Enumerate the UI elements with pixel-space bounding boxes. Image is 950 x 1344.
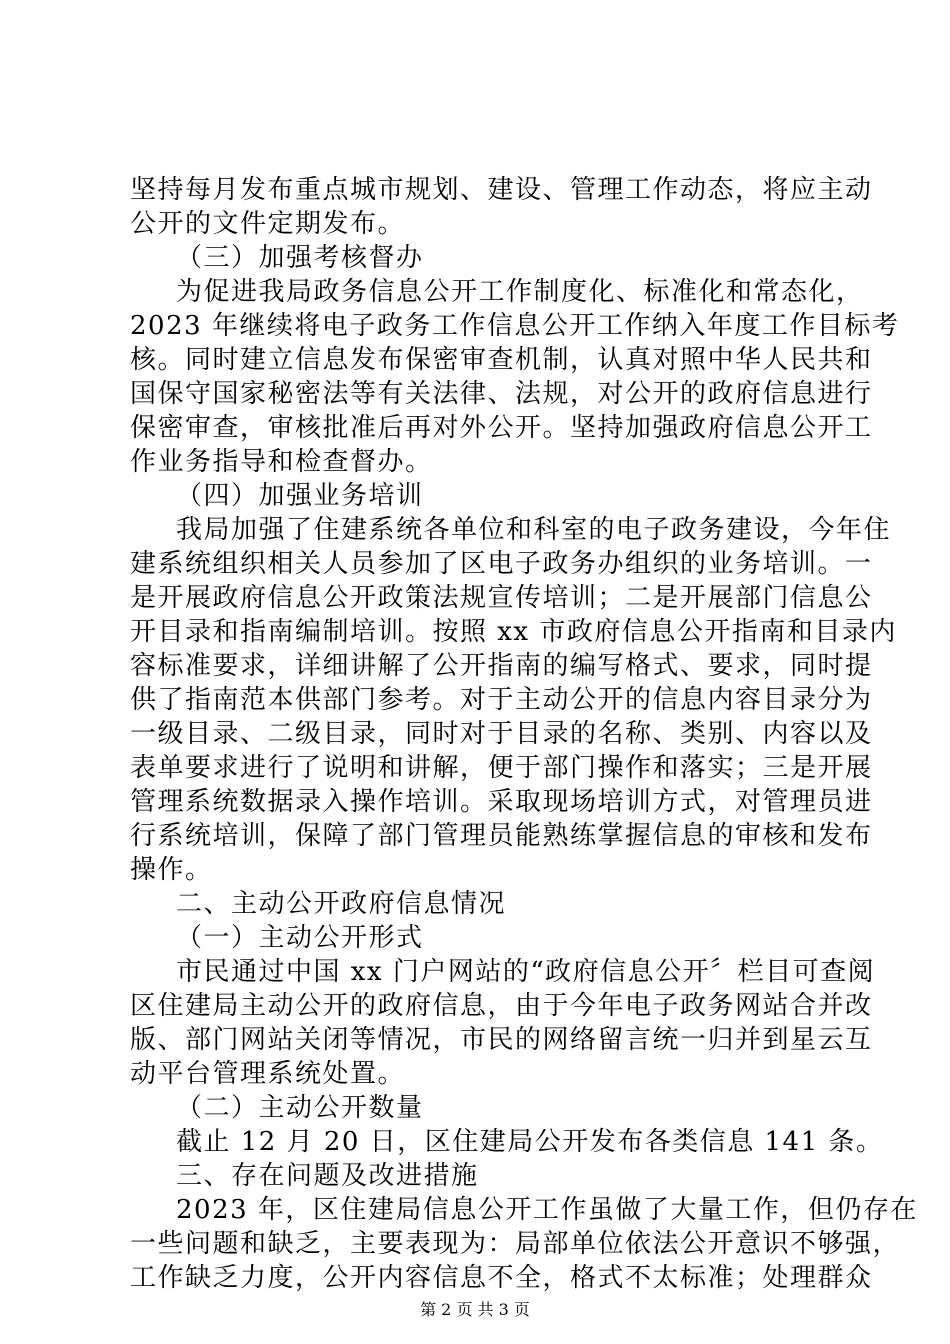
text-line: 管理系统数据录入操作培训。采取现场培训方式，对管理员进 — [130, 787, 873, 817]
text-line: 操作。 — [130, 855, 213, 885]
text-line: 国保守国家秘密法等有关法律、法规，对公开的政府信息进行 — [130, 379, 873, 409]
section-heading: （二）主动公开数量 — [176, 1093, 424, 1123]
text-line: 保密审查，审核批准后再对外公开。坚持加强政府信息公开工 — [130, 413, 873, 443]
text-line: 市民通过中国 xx 门户网站的“政府信息公开〞栏目可查阅 — [176, 957, 876, 987]
page-number-footer: 第 2 页 共 3 页 — [420, 1300, 530, 1319]
text-line: 一级目录、二级目录，同时对于目录的名称、类别、内容以及 — [130, 719, 873, 749]
section-heading: （三）加强考核督办 — [176, 243, 424, 273]
section-heading: 二、主动公开政府信息情况 — [176, 889, 507, 919]
text-line: 开目录和指南编制培训。按照 xx 市政府信息公开指南和目录内 — [130, 617, 897, 647]
text-line: 区住建局主动公开的政府信息，由于今年电子政务网站合并改 — [130, 991, 873, 1021]
text-line: 工作缺乏力度，公开内容信息不全，格式不太标准；处理群众 — [130, 1263, 873, 1293]
text-line: 行系统培训，保障了部门管理员能熟练掌握信息的审核和发布 — [130, 821, 873, 851]
text-line: 核。同时建立信息发布保密审查机制，认真对照中华人民共和 — [130, 345, 873, 375]
text-line: 作业务指导和检查督办。 — [130, 447, 433, 477]
section-heading: （一）主动公开形式 — [176, 923, 424, 953]
text-line: 版、部门网站关闭等情况，市民的网络留言统一归并到星云互 — [130, 1025, 873, 1055]
text-line: 是开展政府信息公开政策法规宣传培训；二是开展部门信息公 — [130, 583, 873, 613]
text-line: 2023 年继续将电子政务工作信息公开工作纳入年度工作目标考 — [130, 311, 900, 341]
text-line: 建系统组织相关人员参加了区电子政务办组织的业务培训。一 — [130, 549, 873, 579]
section-heading: 三、存在问题及改进措施 — [176, 1161, 479, 1191]
text-line: 动平台管理系统处置。 — [130, 1059, 406, 1089]
text-line: 2023 年，区住建局信息公开工作虽做了大量工作，但仍存在 — [176, 1195, 918, 1225]
text-line: 为促进我局政务信息公开工作制度化、标准化和常态化， — [176, 277, 864, 307]
text-line: 坚持每月发布重点城市规划、建设、管理工作动态，将应主动 — [130, 175, 873, 205]
text-line: 表单要求进行了说明和讲解，便于部门操作和落实；三是开展 — [130, 753, 873, 783]
text-line: 供了指南范本供部门参考。对于主动公开的信息内容目录分为 — [130, 685, 873, 715]
text-line: 我局加强了住建系统各单位和科室的电子政务建设，今年住 — [176, 515, 892, 545]
text-line: 公开的文件定期发布。 — [130, 209, 406, 239]
text-line: 截止 12 月 20 日，区住建局公开发布各类信息 141 条。 — [176, 1127, 884, 1157]
text-line: 一些问题和缺乏，主要表现为：局部单位依法公开意识不够强， — [130, 1229, 901, 1259]
text-line: 容标准要求，详细讲解了公开指南的编写格式、要求，同时提 — [130, 651, 873, 681]
section-heading: （四）加强业务培训 — [176, 481, 424, 511]
